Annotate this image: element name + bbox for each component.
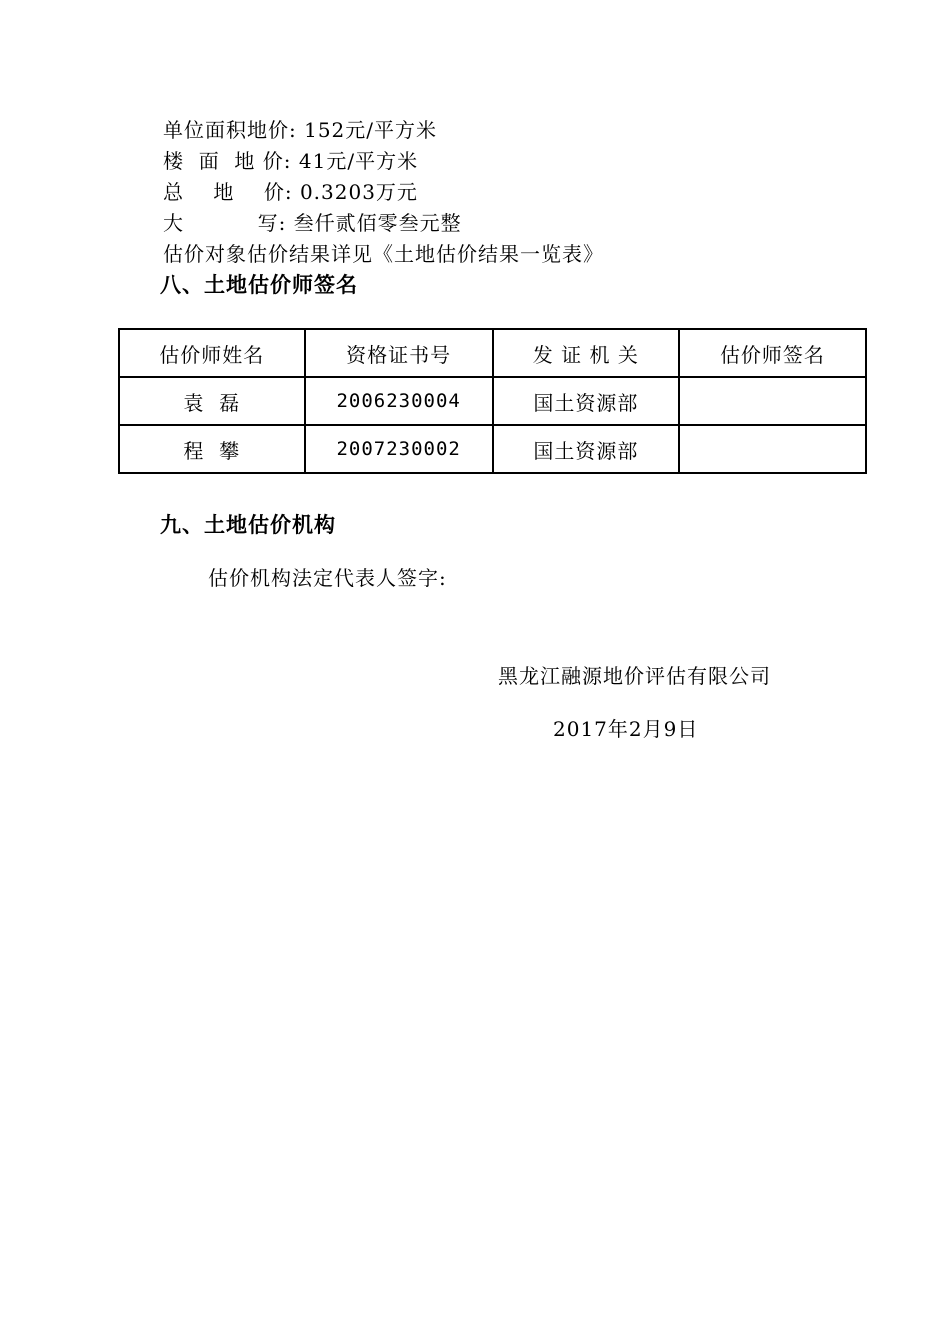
legal-representative-label: 估价机构法定代表人签字: xyxy=(208,566,447,590)
company-name: 黑龙江融源地价评估有限公司 xyxy=(498,664,771,688)
cert-number: 2007230002 xyxy=(305,425,493,473)
section-8-title: 八、土地估价师签名 xyxy=(160,273,358,297)
appraiser-name: 程 攀 xyxy=(119,425,305,473)
header-cert-no: 资格证书号 xyxy=(305,329,493,377)
header-signature: 估价师签名 xyxy=(679,329,866,377)
table-header-row xyxy=(119,329,866,377)
appraiser-signature-table xyxy=(118,328,867,474)
section-9-title: 九、土地估价机构 xyxy=(160,513,336,537)
unit-area-price: 单位面积地价: 152元/平方米 xyxy=(163,118,438,142)
table-row xyxy=(119,425,866,473)
issuing-authority: 国土资源部 xyxy=(493,425,679,473)
document-date: 2017年2月9日 xyxy=(553,717,699,741)
table-row xyxy=(119,377,866,425)
issuing-authority: 国土资源部 xyxy=(493,377,679,425)
header-name: 估价师姓名 xyxy=(119,329,305,377)
signature-cell xyxy=(679,377,866,425)
header-issuer: 发 证 机 关 xyxy=(493,329,679,377)
appraiser-name: 袁 磊 xyxy=(119,377,305,425)
total-price: 总 地 价: 0.3203万元 xyxy=(163,180,418,204)
result-note: 估价对象估价结果详见《土地估价结果一览表》 xyxy=(163,242,604,266)
total-price-uppercase: 大 写: 叁仟贰佰零叁元整 xyxy=(163,211,462,235)
signature-cell xyxy=(679,425,866,473)
cert-number: 2006230004 xyxy=(305,377,493,425)
floor-price: 楼 面 地 价: 41元/平方米 xyxy=(163,149,419,173)
